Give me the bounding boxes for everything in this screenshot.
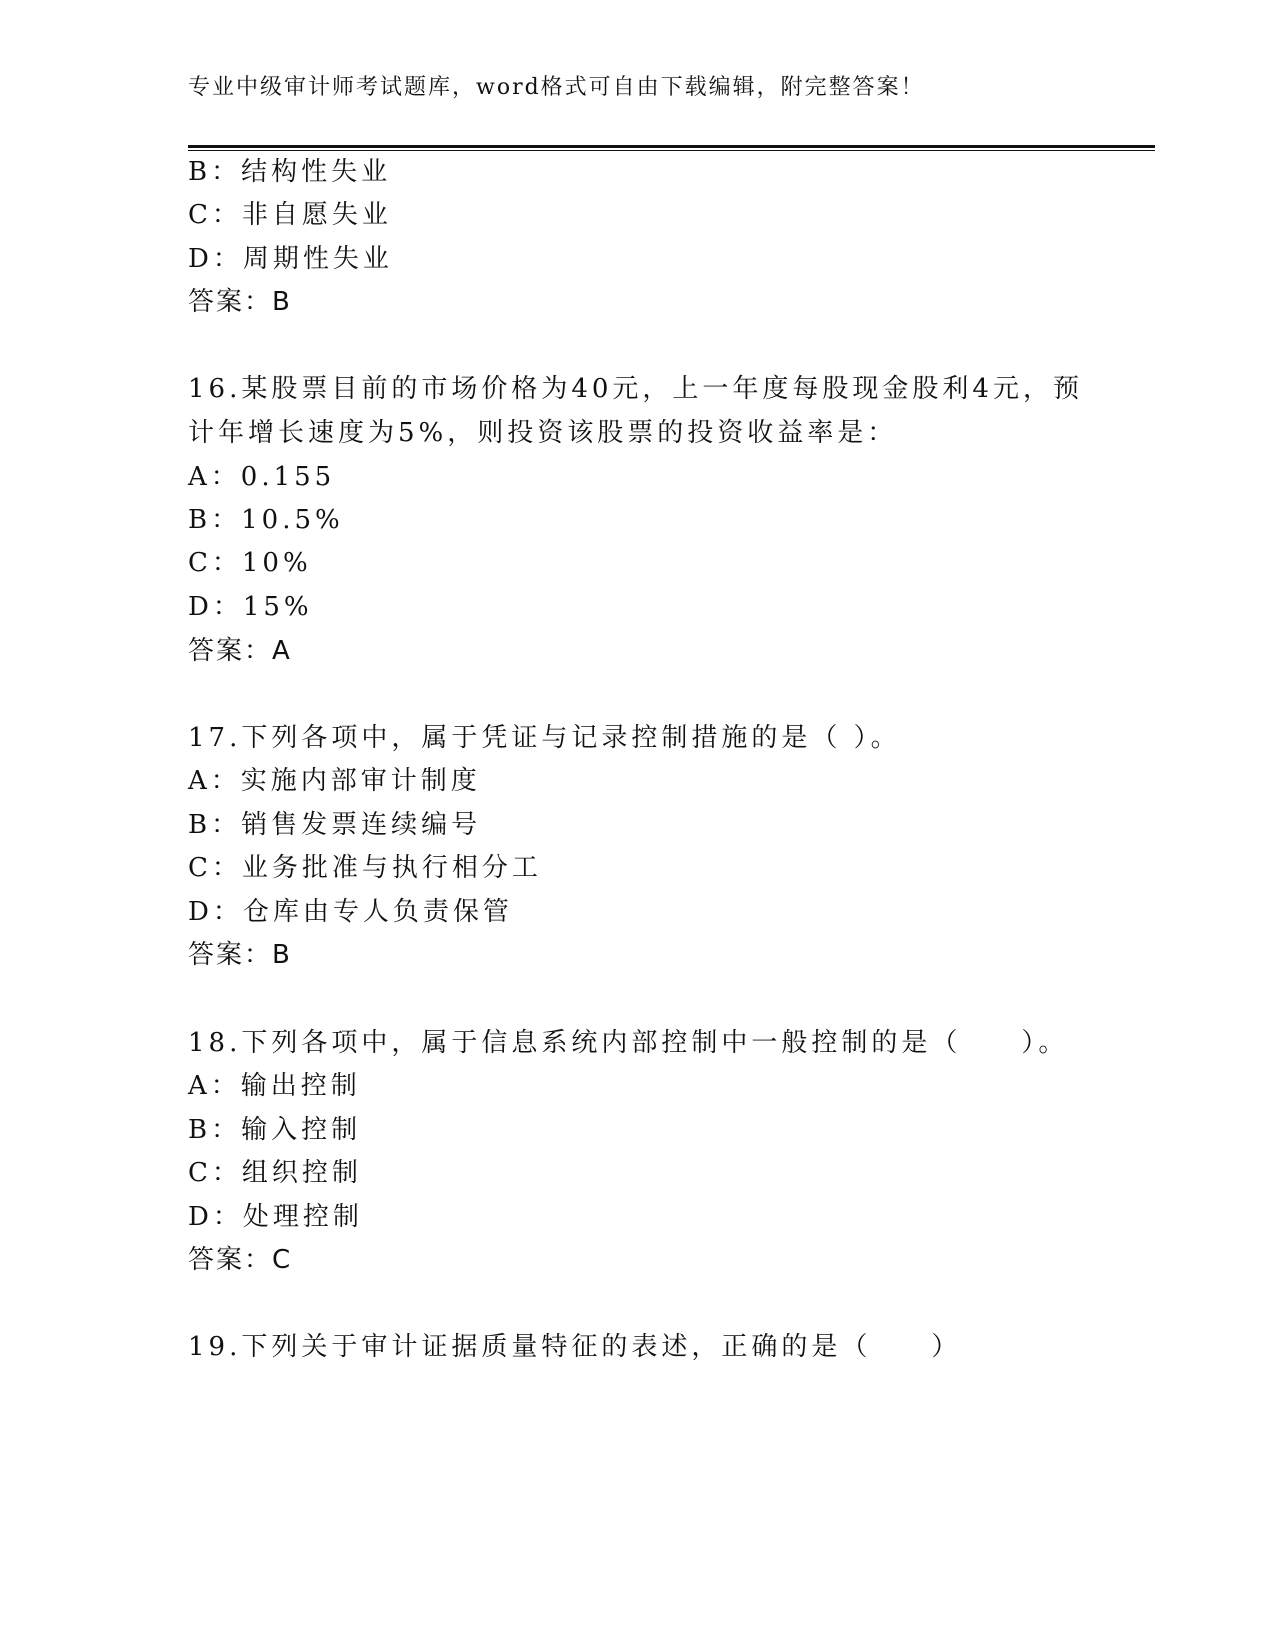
q18-option-a: A：输出控制 [188, 1071, 361, 1101]
q16-stem-line1: 16.某股票目前的市场价格为40元，上一年度每股现金股利4元，预 [188, 374, 1083, 404]
q17-option-d: D：仓库由专人负责保管 [188, 897, 513, 927]
page-header: 专业中级审计师考试题库，word格式可自由下载编辑，附完整答案！ [188, 75, 925, 100]
prev-option-d: D：周期性失业 [188, 244, 393, 274]
q16-option-d: D：15% [188, 592, 313, 622]
prev-option-c: C：非自愿失业 [188, 200, 392, 230]
q18-option-b: B：输入控制 [188, 1115, 362, 1145]
q19-stem: 19.下列关于审计证据质量特征的表述，正确的是（ ） [188, 1332, 962, 1362]
q16-option-a: A：0.155 [188, 462, 336, 492]
header-rule-thin [188, 150, 1155, 151]
q16-option-c: C：10% [188, 548, 312, 578]
q16-answer: 答案：A [188, 636, 292, 666]
q18-answer: 答案：C [188, 1245, 293, 1275]
prev-answer: 答案：B [188, 287, 292, 317]
q16-stem-line2: 计年增长速度为5%，则投资该股票的投资收益率是： [188, 418, 898, 448]
q17-option-a: A：实施内部审计制度 [188, 766, 481, 796]
q18-option-c: C：组织控制 [188, 1158, 362, 1188]
q16-option-b: B：10.5% [188, 505, 344, 535]
header-rule-thick [188, 145, 1155, 148]
q17-option-c: C：业务批准与执行相分工 [188, 853, 542, 883]
q17-stem: 17.下列各项中，属于凭证与记录控制措施的是（ ）。 [188, 723, 901, 753]
q18-option-d: D：处理控制 [188, 1202, 363, 1232]
q18-stem: 18.下列各项中，属于信息系统内部控制中一般控制的是（ ）。 [188, 1028, 1069, 1058]
prev-option-b: B：结构性失业 [188, 157, 392, 187]
q17-answer: 答案：B [188, 940, 292, 970]
q17-option-b: B：销售发票连续编号 [188, 810, 482, 840]
